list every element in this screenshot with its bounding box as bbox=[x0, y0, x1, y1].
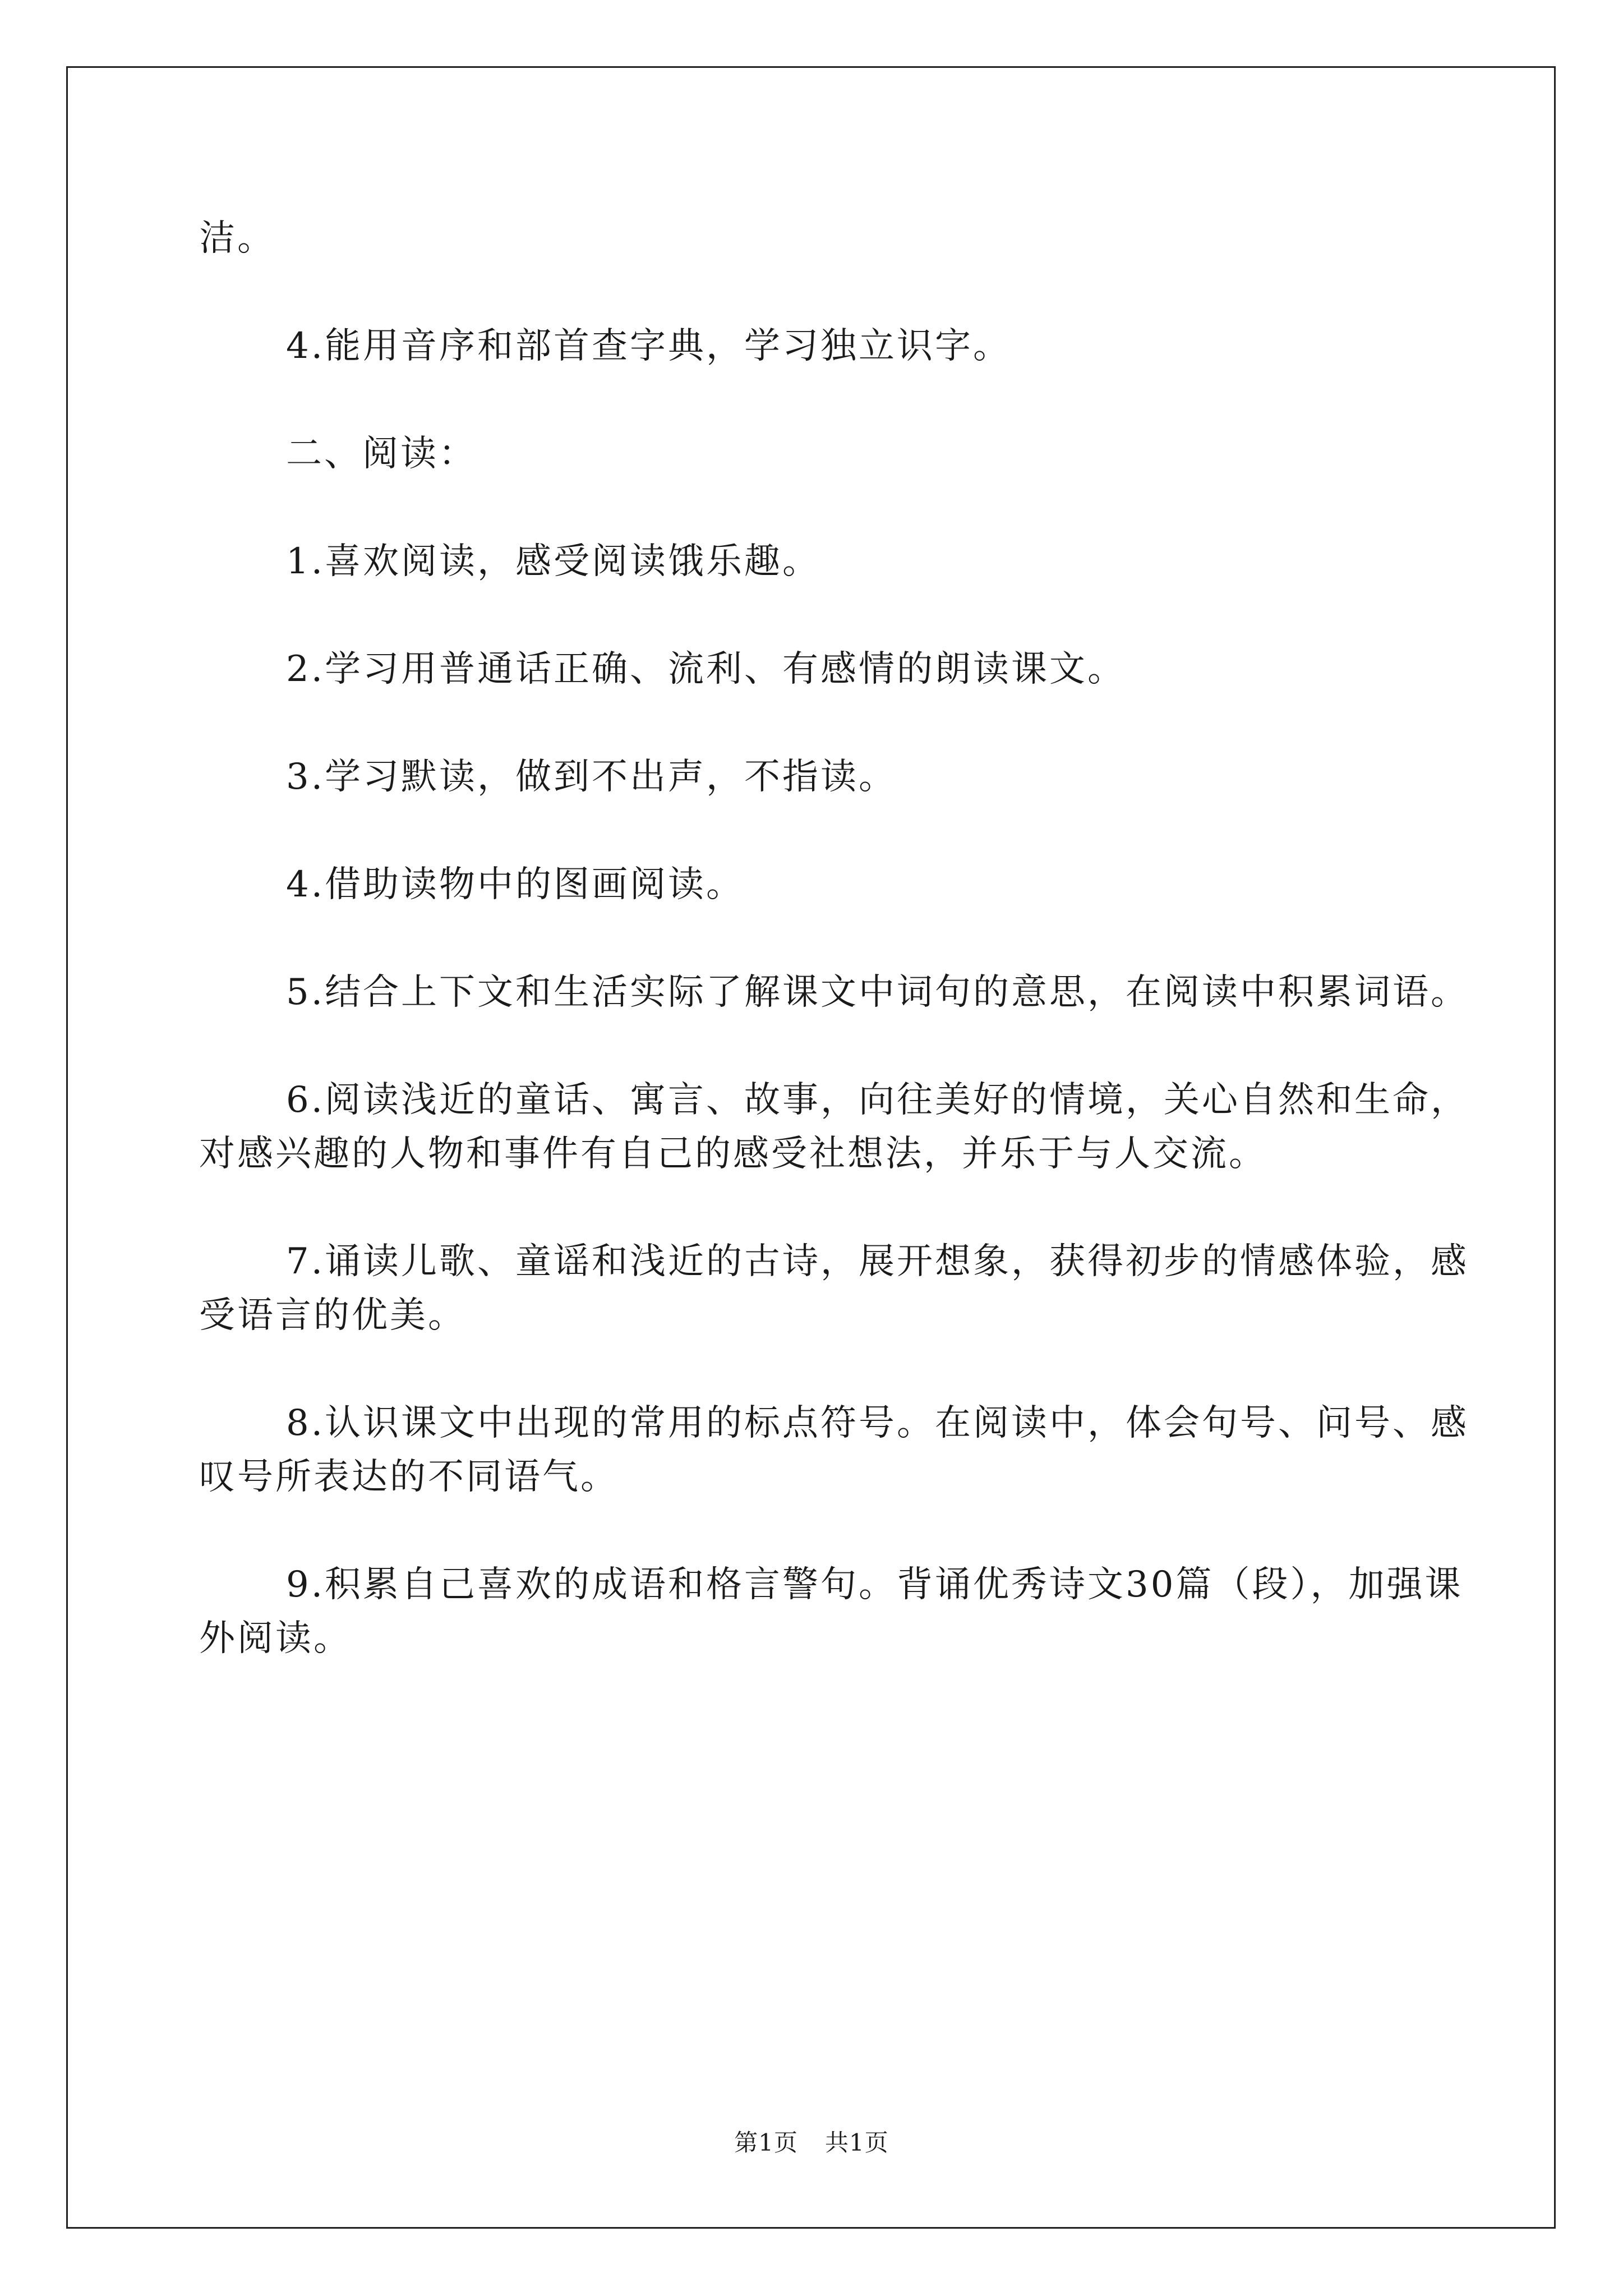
paragraph: 洁。 bbox=[199, 218, 275, 259]
paragraph: 1.喜欢阅读，感受阅读饿乐趣。 bbox=[286, 541, 821, 582]
page-footer bbox=[0, 2129, 1623, 2157]
paragraph: 4.能用音序和部首查字典，学习独立识字。 bbox=[286, 325, 1012, 367]
paragraph: 7.诵读儿歌、童谣和浅近的古诗，展开想象，获得初步的情感体验，感受语言的优美。 bbox=[199, 1241, 1469, 1336]
section-heading: 二、阅读： bbox=[286, 433, 477, 475]
paragraph: 8.认识课文中出现的常用的标点符号。在阅读中，体会句号、问号、感叹号所表达的不同语气。 bbox=[199, 1402, 1469, 1498]
paragraph: 3.学习默读，做到不出声，不指读。 bbox=[286, 756, 897, 798]
paragraph: 2.学习用普通话正确、流利、有感情的朗读课文。 bbox=[286, 648, 1126, 690]
paragraph: 4.借助读物中的图画阅读。 bbox=[286, 864, 745, 905]
page-number: 第1页 bbox=[734, 2129, 798, 2156]
paragraph: 5.结合上下文和生活实际了解课文中词句的意思，在阅读中积累词语。 bbox=[286, 972, 1469, 1013]
document-body bbox=[199, 211, 1489, 1719]
paragraph: 6.阅读浅近的童话、寓言、故事，向往美好的情境，关心自然和生命，对感兴趣的人物和事件有自己的感受社想法，并乐于与人交流。 bbox=[199, 1079, 1469, 1175]
paragraph: 9.积累自己喜欢的成语和格言警句。背诵优秀诗文30篇（段），加强课外阅读。 bbox=[199, 1564, 1463, 1659]
page-total: 共1页 bbox=[825, 2129, 889, 2156]
